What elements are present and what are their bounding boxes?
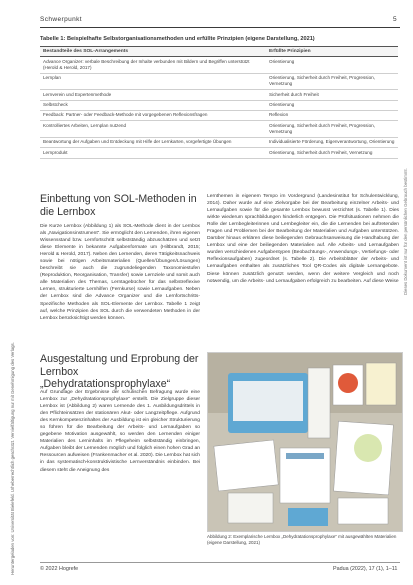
body-text-left-1: Die Kurze Lernbox (Abbildung 1) als SOL-Methode dient in der Lernbox als „Navigationsinstrument“. Sie ermöglicht den Lernenden, ihren eigenen Wissensstand bzw. Lernfortschritt selbstständig abzuschätzen und setzt diese Elemente in bekannte Aufgabenformate um (Hiltbrandt, 2015; Herold & Herold, 2017). Neben den Lernenden, deren Tätigkeitsnachweis sowie bei nötigen Arbeitsmaterialien (Quellen/Übungen/Lösungen) beschreibt sie auch die zugrundeliegenden Taxonomiestufen (Reproduktion, Reorganisation, Transfer) sowie Lernziele und somit auch alle Materialien des Themas, Lerntagebücher für das selbstreflexive Lernen, strukturierte Lernhilfen (Fernkurse) sowie Lernaufgaben. Neben der Lernbox sind die Advance Organizer und die Lernfortschritts-Spezifische Methoden als SOL-Elemente der Lernbox. Tabelle 1 zeigt auf, welche Prinzipien des SOL durch die verwendeten Methoden in der Lernbox berücksichtigt werden können. [40, 224, 200, 321]
table-header-row [40, 47, 398, 57]
footer-citation: Padua (2022), 17 (1), 1–11 [333, 566, 398, 572]
table-cell-method: Lernprodukt [40, 148, 266, 158]
table-caption: Tabelle 1: Beispielhafte Selbstorganisationsmethoden und erfüllte Prinzipien (eigene Darstellung, 2021) [40, 36, 315, 42]
table-row [40, 148, 398, 158]
table-cell-method: Feedback: Partner- oder Feedback-Methode mit vorgegebenen Reflexionsfragen [40, 110, 266, 120]
table-cell-method: Advance Organizer: verbale Beschreibung der Inhalte verbunden mit Bildern und Begriffen unterstützt (Herold & Herold, 2017) [40, 57, 266, 74]
lernbox-photo [207, 352, 403, 532]
table-cell-principle: Individualisierte Förderung, Eigenverantwortung, Orientierung [266, 137, 398, 147]
table-cell-principle: Orientierung [266, 57, 398, 74]
section-heading-einbettung: Einbettung von SOL-Methoden in die Lernbox [40, 193, 197, 218]
table-row [40, 90, 398, 100]
table-cell-principle: Orientierung [266, 100, 398, 110]
table-header-principle: Erfüllte Prinzipien [266, 47, 398, 57]
figure-caption: Abbildung 2: Exemplarische Lernbox „Dehydratationsprophylaxe“ mit ausgewählten Materialien (eigene Darstellung, 2021) [207, 534, 397, 545]
table-cell-principle: Reflexion [266, 110, 398, 120]
side-copyright-note: Heruntergeladen von: Universität Bielefeld. Urheberrechtlich geschützt. Vervielfältigung nur mit Genehmigung des Verlags. [10, 342, 15, 575]
table-cell-principle: Orientierung, Sicherheit durch Freiheit, Progression, Vernetzung [266, 73, 398, 90]
table-cell-method: Lernplan [40, 73, 266, 90]
lernbox-photo-illustration [208, 353, 402, 531]
table-row [40, 73, 398, 90]
side-usage-note: Dieses Dokument ist nur für den persönlichen Gebrauch bestimmt. [403, 168, 408, 295]
footer-copyright: © 2022 Hogrefe [40, 566, 79, 572]
table-cell-principle: Orientierung, Sicherheit durch Freiheit, Progression, Vernetzung [266, 121, 398, 138]
table-cell-method: Selbstcheck [40, 100, 266, 110]
table-header-method: Bestandteile des SOL-Arrangements [40, 47, 266, 57]
body-text-right-1: Lernthemen in eigenem Tempo im Vordergrund (Landesinstitut für Schulentwicklung, 2014). Daher wurde auf eine Zielvorgabe bei der Bearbeitung einzelner Arbeits- und Lernaufgaben sowie für die gesamte Lernbox bewusst verzichtet (s. Tabelle 1). Dies wirkte wiederum sprachbildungen hinderlich entgegen. Die Prüfsituationen nehmen die Rolle der Lernbegleiterinnen und Lernbegleiter ein, die die Lernenden bei auftretenden Fragen und Problemen bei der Bearbeitung der Materialien und Aufgaben unterstützen. Darüber hinaus erklären diese beiliegenden Gebrauchsanweisung die Handhabung der Lernbox und eine der beiliegenden Materialien auf. Alle Arbeits- und Lernaufgaben wurden verschiedenen Aufgabentypen (Beobachtungs-, Anwendungs-, Vertiefungs- oder Reflexionsaufgaben) zugeordnet (s. Tabelle 2). Die Arbeitsblätter der Arbeits- und Lernaufgaben enthalten als zusätzliches Tool QR-Codes als digitale Lernangebote. Diese können zusätzlich genutzt werden, wenn der weitere Vergleich und noch notwendig, um die Arbeits- und Lernaufgaben erfolgreich zu bearbeiten. Auf diese Weise [207, 194, 399, 284]
table-row [40, 110, 398, 120]
table-row [40, 100, 398, 110]
sol-methods-table [40, 46, 398, 159]
running-header: Schwerpunkt [40, 16, 82, 23]
header-rule [40, 27, 400, 28]
section-heading-ausgestaltung: Ausgestaltung und Erprobung der Lernbox „Dehydratationsprophylaxe“ [40, 353, 199, 390]
table-cell-principle: Sicherheit durch Freiheit [266, 90, 398, 100]
page-number: 5 [393, 16, 397, 23]
table-cell-method: Kontrolliertes Arbeiten, Lernplan nutzend [40, 121, 266, 138]
table-row [40, 57, 398, 74]
table-row [40, 121, 398, 138]
body-text-left-2: Auf Grundlage der Ergebnisse der schulischen Befragung wurde eine Lernbox zur „Dehydratationsprophylaxe“ erstellt. Die Zielgruppe dieser Lernbox ist (Abbildung 2) waren Lernende des 1. Ausbildungsdrittels in den Pflichteinsätzen der stationären Akut- oder Langzeitpflege. Aufgrund des Kernkompetenzinhaltes der Ausbildung ist ein gleicher Strukturierung so führen für die Bearbeitung der Arbeits- und Lernaufgaben so gegebene Motivation ausgewählt, so werden den Lernenden einiger Materialien des Lerninhalts im Pflegeheim selbstständig einbringen, Aufgaben bleibt der Lernenden möglich und folglich einen hohen Grad an Ressourcen aufweisen (Frankenmacher et al. 2020). Die Lernbox hat sich in das systematisch-konstruktivistische Lernverständnis einbinden. Bei diesem steht die Aneignung des [40, 390, 200, 473]
table-row [40, 137, 398, 147]
footer-rule [40, 562, 400, 563]
table-cell-method: Beantwortung der Aufgaben und Entdeckung mit Hilfe der Lernkarten, vorgefertigte Übungen [40, 137, 266, 147]
table-cell-principle: Orientierung, Sicherheit durch Freiheit, Vernetzung [266, 148, 398, 158]
table-cell-method: Lernverein und Expertenmethode [40, 90, 266, 100]
